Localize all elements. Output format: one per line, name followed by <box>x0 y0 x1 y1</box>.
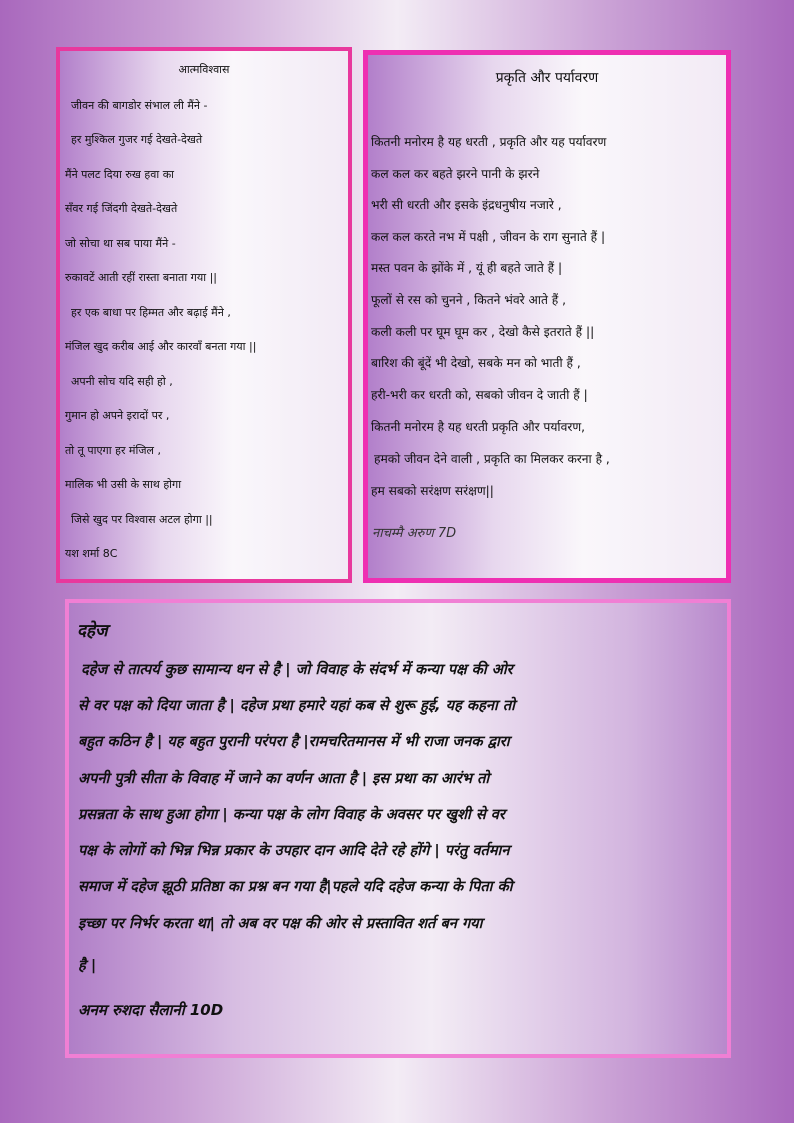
poem-box-prakriti <box>363 50 731 583</box>
poem-title: आत्मविश्वास <box>178 63 230 76</box>
poem-line: भरी सी धरती और इसके इंद्रधनुषीय नजारे , <box>371 198 562 212</box>
poem-author: नाचम्मै अरुण 7D <box>372 526 457 541</box>
poem-line: मालिक भी उसी के साथ होगा <box>65 478 182 491</box>
poem-title: प्रकृति और पर्यावरण <box>495 70 599 86</box>
poem-line: कली कली पर घूम घूम कर , देखो कैसे इतराते हैं || <box>371 325 595 339</box>
poem-line: मस्त पवन के झोंके में , यूं ही बहते जाते हैं | <box>371 261 563 275</box>
poem-box-atmavishwas <box>56 47 352 583</box>
poem-line: गुमान हो अपने इरादों पर , <box>65 409 170 422</box>
essay-line: पक्ष के लोगों को भिन्न भिन्न प्रकार के उपहार दान आदि देते रहे होंगे | परंतु वर्तमान <box>78 842 510 859</box>
poem-line: रुकावटें आती रहीं रास्ता बनाता गया || <box>65 271 217 284</box>
poem-line: कल कल करते नभ में पक्षी , जीवन के राग सुनाते हैं | <box>371 230 606 244</box>
essay-box-dahej <box>65 599 731 1058</box>
poem-line: जो सोचा था सब पाया मैंने - <box>65 237 176 250</box>
poem-line: बारिश की बूंदें भी देखो, सबके मन को भाती हैं , <box>371 356 581 370</box>
poem-line: मैंने पलट दिया रुख हवा का <box>65 168 175 181</box>
poem-line: हर मुश्किल गुजर गई देखते-देखते <box>71 133 203 146</box>
essay-line: है | <box>78 957 97 974</box>
poem-line: हरी-भरी कर धरती को, सबको जीवन दे जाती हैं | <box>371 388 588 402</box>
poem-line: जीवन की बागडोर संभाल ली मैंने - <box>71 99 208 112</box>
poem-line: जिसे खुद पर विश्वास अटल होगा || <box>71 513 213 526</box>
essay-line: दहेज से तात्पर्य कुछ सामान्य धन से है | जो विवाह के संदर्भ में कन्या पक्ष की ओर <box>81 661 513 678</box>
poem-line: हर एक बाधा पर हिम्मत और बढ़ाई मैंने , <box>71 306 231 319</box>
poem-line: हमको जीवन देने वाली , प्रकृति का मिलकर करना है , <box>374 452 610 466</box>
essay-line: अपनी पुत्री सीता के विवाह में जाने का वर्णन आता है | इस प्रथा का आरंभ तो <box>78 770 490 787</box>
poem-line: कितनी मनोरम है यह धरती प्रकृति और पर्यावरण, <box>371 420 586 434</box>
poem-line: कितनी मनोरम है यह धरती , प्रकृति और यह पर्यावरण <box>371 135 607 149</box>
essay-title: दहेज <box>77 621 108 641</box>
poem-line: हम सबको सरंक्षण सरंक्षण|| <box>371 484 494 498</box>
poem-line: तो तू पाएगा हर मंजिल , <box>65 444 161 457</box>
essay-line: इच्छा पर निर्भर करता था| तो अब वर पक्ष की ओर से प्रस्तावित शर्त बन गया <box>78 915 483 932</box>
poem-line: सँवर गई जिंदगी देखते-देखते <box>65 202 178 215</box>
poem-line: फूलों से रस को चुनने , कितने भंवरे आते हैं , <box>371 293 566 307</box>
essay-line: बहुत कठिन है | यह बहुत पुरानी परंपरा है |रामचरितमानस में भी राजा जनक द्वारा <box>78 733 510 750</box>
poem-line: अपनी सोच यदि सही हो , <box>71 375 173 388</box>
poem-line: कल कल कर बहते झरने पानी के झरने <box>371 167 540 181</box>
essay-line: से वर पक्ष को दिया जाता है | दहेज प्रथा हमारे यहां कब से शुरू हुई, यह कहना तो <box>78 697 515 714</box>
poem-line: मंजिल खुद करीब आई और कारवाँ बनता गया || <box>65 340 257 353</box>
essay-line: प्रसन्नता के साथ हुआ होगा | कन्या पक्ष के लोग विवाह के अवसर पर खुशी से वर <box>78 806 505 823</box>
essay-author: अनम रुशदा सैलानी 10D <box>78 1001 224 1019</box>
poem-author: यश शर्मा 8C <box>65 547 118 560</box>
essay-line: समाज में दहेज झूठी प्रतिष्ठा का प्रश्न बन गया है|पहले यदि दहेज कन्या के पिता की <box>78 878 513 895</box>
